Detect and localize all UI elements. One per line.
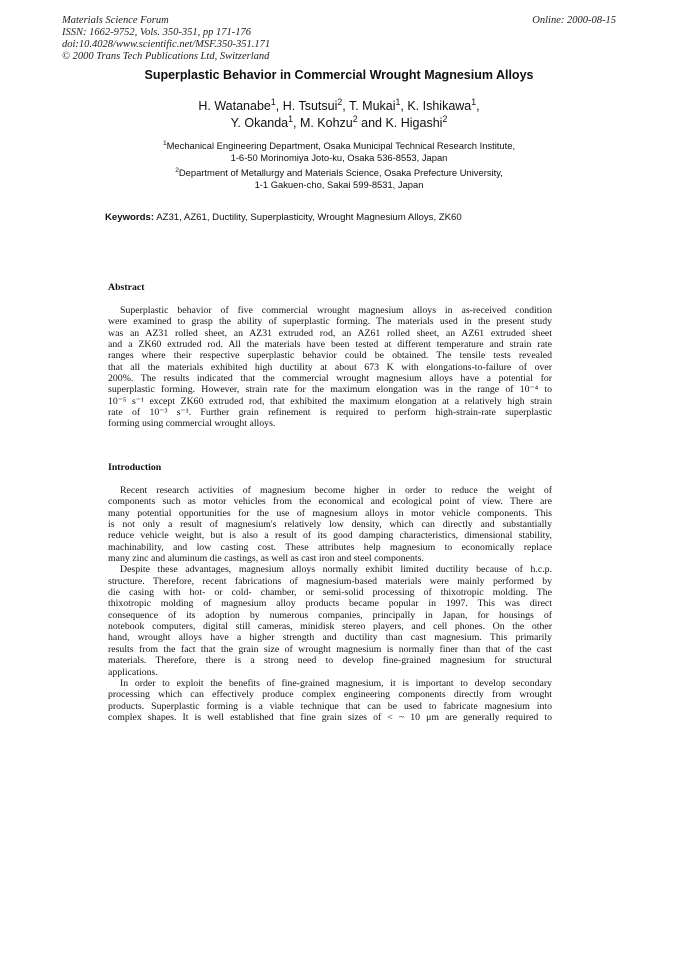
affiliation-1 [0, 140, 678, 164]
author-name: K. Higashi [385, 116, 443, 130]
author-affiliation-mark: 2 [442, 113, 448, 124]
affiliation-mark: 1 [162, 139, 167, 147]
author-separator: , [476, 99, 480, 113]
affiliation-2 [0, 167, 678, 191]
journal-name: Materials Science Forum [62, 15, 169, 26]
author-name: K. Ishikawa [407, 99, 472, 113]
text-line: notebook computers, digital still cameras, minidisk stereo players, and cell phones. On the other [108, 621, 552, 633]
text-line: superplastic forming. However, strain rate for the maximum elongation was in the range of 10⁻⁴ to [108, 384, 552, 396]
author-affiliation-mark: 1 [471, 96, 477, 107]
keywords-text: AZ31, AZ61, Ductility, Superplasticity, Wrought Magnesium Alloys, ZK60 [156, 212, 462, 223]
journal-header [62, 15, 270, 63]
author-name: H. Watanabe [198, 99, 271, 113]
author-name: H. Tsutsui [282, 99, 338, 113]
author-line-2 [0, 115, 678, 132]
introduction-body [108, 485, 552, 723]
text-line: applications. [108, 666, 158, 678]
text-line: consequence of its adoption by numerous companies, principally in Japan, for housings of [108, 609, 552, 621]
author-affiliation-mark: 2 [337, 96, 343, 107]
introduction-heading: Introduction [108, 462, 162, 473]
text-line: structure. Therefore, recent fabrications of magnesium-based materials were mainly performed by [108, 575, 552, 587]
affiliation-institution: Department of Metallurgy and Materials Science, Osaka Prefecture University, [178, 167, 503, 178]
text-line: results from the fact that the grain size of wrought magnesium is normally finer than that of the cast [108, 643, 552, 655]
text-line: many zinc and aluminum die castings, as well as cast iron and steel components. [108, 553, 424, 565]
affiliation-institution: Mechanical Engineering Department, Osaka Municipal Technical Research Institute, [166, 140, 516, 151]
author-list [0, 98, 678, 132]
author-name: Y. Okanda [230, 116, 289, 130]
doi-line[interactable]: doi:10.4028/www.scientific.net/MSF.350-351.171 [62, 39, 271, 50]
text-line: products. Superplastic forming is a viable technique that can be used to fabricate magnesium into [108, 700, 552, 712]
author-separator: and [357, 116, 386, 130]
text-line: were examined to grasp the ability of superplastic forming. The materials used in the present study [108, 316, 552, 328]
text-line: die casing with hot- or cold- chamber, or semi-solid processing of thixotropic molding. The [108, 587, 552, 599]
online-date: Online: 2000-08-15 [532, 15, 616, 26]
author-name: T. Mukai [348, 99, 396, 113]
text-line: machinability, and low casting cost. These attributes help magnesium to economically replace [108, 541, 552, 553]
text-line: many potential opportunities for the use of magnesium alloys in motor vehicle components. This [108, 507, 552, 519]
author-separator: , [275, 99, 283, 113]
affiliation-address: 1-1 Gakuen-cho, Sakai 599-8531, Japan [254, 179, 424, 190]
text-line: is not only a result of magnesium's relatively low density, which can directly and substantially [108, 519, 552, 531]
text-line: was an AZ31 rolled sheet, an AZ31 extruded rod, an AZ61 rolled sheet, an AZ61 extruded sheet [108, 327, 552, 339]
author-line-1 [0, 98, 678, 115]
text-line: reduce vehicle weight, but is also a result of its good damping characteristics, dimensional stability, [108, 530, 552, 542]
text-line: forming using commercial wrought alloys. [108, 418, 276, 430]
affiliation-address: 1-6-50 Morinomiya Joto-ku, Osaka 536-8553, Japan [230, 152, 448, 163]
text-line: rate of 10⁻³ s⁻¹. Further grain refinement is required to perform high-strain-rate superplastic [108, 407, 552, 419]
issn-line: ISSN: 1662-9752, Vols. 350-351, pp 171-176 [62, 27, 251, 38]
text-line: 200%. The results indicated that the commercial wrought magnesium alloys have a potential for [108, 373, 552, 385]
author-separator: , [400, 99, 408, 113]
text-line: that all the materials exhibited high ductility at about 673 K with elongations-to-failure of over [108, 361, 552, 373]
text-line: ranges where their respective superplastic behavior could be obtained. The tensile tests revealed [108, 350, 552, 362]
abstract-body [108, 305, 552, 430]
text-line: hand, wrought alloys have a higher strength and ductility than cast magnesium. This primarily [108, 632, 552, 644]
author-separator: , [293, 116, 300, 130]
text-line: processing which can effectively produce complex engineering components directly from wrought [108, 689, 552, 701]
author-name: M. Kohzu [299, 116, 353, 130]
text-line: components such as motor vehicles from the economical and ecological point of view. There are [108, 496, 552, 508]
author-separator: , [342, 99, 349, 113]
abstract-heading: Abstract [108, 282, 145, 293]
text-line: In order to exploit the benefits of fine-grained magnesium, it is important to develop secondary [120, 677, 552, 689]
text-line: materials. Therefore, there is a strong need to develop fine-grained magnesium for structural [108, 655, 552, 667]
paper-title: Superplastic Behavior in Commercial Wrought Magnesium Alloys [144, 68, 534, 82]
keywords-label: Keywords: [105, 212, 155, 223]
author-affiliation-mark: 1 [288, 113, 293, 124]
text-line: Recent research activities of magnesium become higher in order to reduce the weight of [120, 485, 552, 496]
copyright-line: © 2000 Trans Tech Publications Ltd, Switzerland [62, 51, 270, 62]
text-line: Despite these advantages, magnesium alloys normally exhibit limited ductility because of h.c.p. [120, 564, 552, 576]
author-affiliation-mark: 1 [395, 96, 401, 107]
keywords [105, 212, 462, 223]
text-line: and a ZK60 extruded rod. All the materials have been tested at different temperature and strain rate [108, 339, 552, 351]
text-line: thixotropic molding of magnesium alloy products became popular in 1997. This was direct [108, 598, 552, 610]
text-line: Superplastic behavior of five commercial wrought magnesium alloys in as-received condition [120, 305, 552, 316]
author-affiliation-mark: 2 [352, 113, 358, 124]
text-line: complex shapes. It is well established that fine grain sizes of < ~ 10 μm are generally required to [108, 711, 552, 723]
author-affiliation-mark: 1 [270, 96, 276, 107]
text-line: 10⁻⁵ s⁻¹ except ZK60 extruded rod, that exhibited the maximum elongation at a relatively high strain [108, 395, 552, 407]
affiliation-mark: 2 [175, 166, 179, 174]
